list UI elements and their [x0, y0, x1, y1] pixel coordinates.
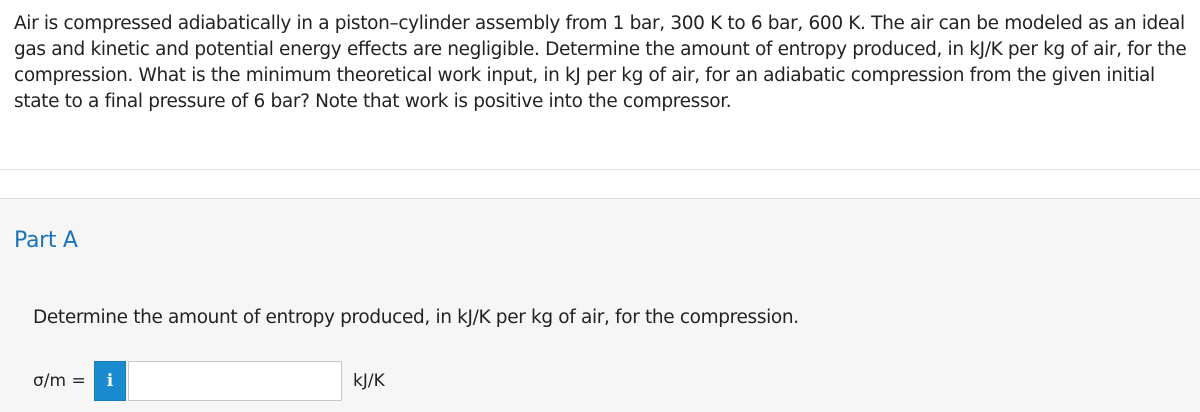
- variable-label: σ/m =: [33, 371, 86, 391]
- answer-input[interactable]: [128, 361, 342, 401]
- section-gap: [0, 170, 1200, 198]
- part-a-title[interactable]: Part A: [14, 228, 78, 253]
- problem-statement: Air is compressed adiabatically in a piston–cylinder assembly from 1 bar, 300 K to 6 bar, 600 K. The air can be modeled as an ideal gas and kinetic and potential energy effects are negligible. Determine the amount of entropy produced, in kJ/K per kg of air, for the compression. What is the minimum theoretical work input, in kJ per kg of air, for an adiabatic compression from the given initial state to a final pressure of 6 bar? Note that work is positive into the compressor.: [14, 13, 1187, 112]
- part-a-question: Determine the amount of entropy produced, in kJ/K per kg of air, for the compression.: [33, 307, 799, 328]
- unit-label: kJ/K: [353, 371, 385, 391]
- info-icon[interactable]: i: [94, 361, 126, 401]
- answer-row: [33, 360, 633, 402]
